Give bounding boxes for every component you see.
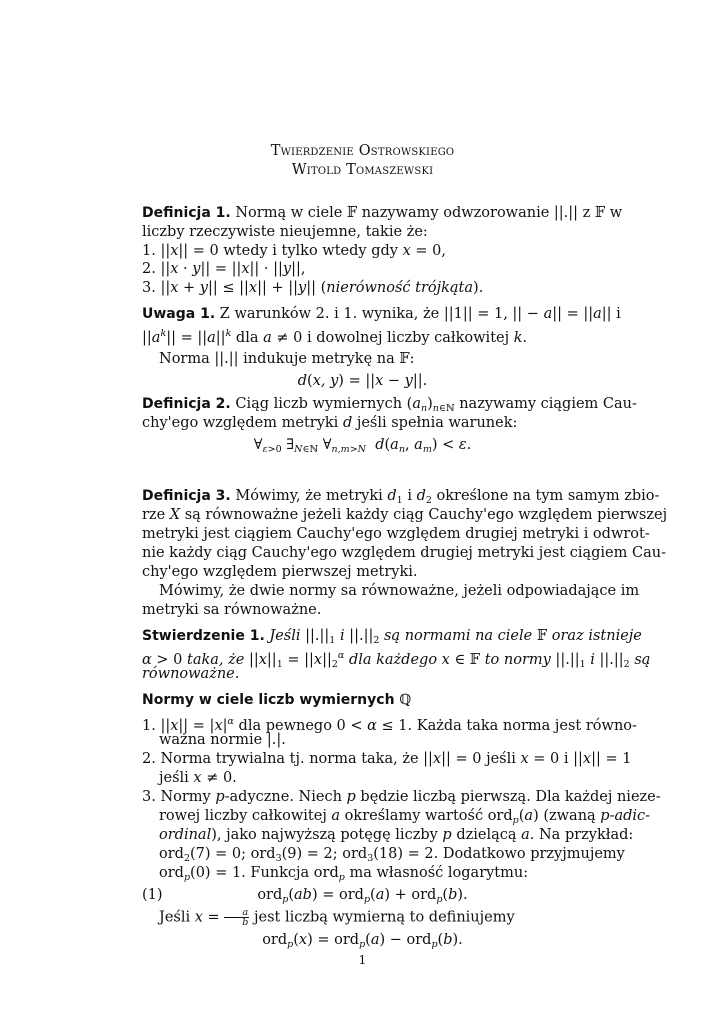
definition-2-line-1: Definicja 2. Ciąg liczb wymiernych $(a_n)_{n\in ℕ}$ nazywamy ciągiem Cau- — [142, 396, 637, 414]
log-property-formula: ord$_p$(ab) = ord$_p$(a) + ord$_p$(b). — [257, 887, 468, 905]
norms-item-3-line-4: ord$_2$(7) = 0; ord$_3$(9) = 2; ord$_3$(18) = 2. Dodatkowo przyjmujemy — [159, 846, 625, 864]
definition-1-condition-2: 2. ||x · y|| = ||x|| · ||y||, — [142, 261, 306, 277]
definition-1-line-1: Definicja 1. Normą w ciele 𝔽 nazywamy odwzorowanie ||.|| z 𝔽 w — [142, 205, 623, 221]
definition-1-condition-1: 1. ||x|| = 0 wtedy i tylko wtedy gdy x = 0, — [142, 243, 446, 259]
definition-3-line-4: nie każdy ciąg Cauchy'ego względem drugiej metryki jest ciągiem Cau- — [142, 545, 666, 561]
equation-number-1: (1) — [142, 887, 163, 903]
norms-item-3-line-2: rowej liczby całkowitej a określamy wartość ord$_p$(a) (zwaną p-adic- — [159, 808, 651, 826]
definition-3-line-3: metryki jest ciągiem Cauchy'ego względem drugiej metryki i odwrot- — [142, 526, 650, 542]
ord-rational-formula: ord$_p$(x) = ord$_p$(a) − ord$_p$(b). — [262, 932, 463, 950]
norms-item-2-line-2: jeśli x ≠ 0. — [159, 770, 237, 786]
norms-item-3-line-1: 3. Normy p-adyczne. Niech p będzie liczbą pierwszą. Dla każdej nieze- — [142, 789, 661, 805]
proposition-1-line-2: α > 0 taka, że $||x||_1 = ||x||_2^\alpha$ dla każdego x ∈ 𝔽 to normy $||.||_1$ i $||.||_2$ są — [142, 650, 651, 670]
definition-1-line-2: liczby rzeczywiste nieujemne, takie że: — [142, 224, 428, 240]
proposition-1-line-3: równoważne. — [142, 666, 240, 682]
definition-3-line-1: Definicja 3. Mówimy, że metryki $d_1$ i $d_2$ określone na tym samym zbio- — [142, 488, 660, 506]
paper-author: Witold Tomaszewski — [291, 162, 434, 178]
proposition-1-line-1: Stwierdzenie 1. Jeśli $||.||_1$ i $||.||_2$ są normami na ciele 𝔽 oraz istnieje — [142, 628, 642, 646]
section-heading-norms-q: Normy w ciele liczb wymiernych ℚ — [142, 692, 412, 708]
norms-item-1-line-2: ważna normie |.|. — [159, 732, 286, 748]
definition-3-line-7: metryki sa równoważne. — [142, 602, 322, 618]
norms-item-2-line-1: 2. Norma trywialna tj. norma taka, że ||x|| = 0 jeśli x = 0 i ||x|| = 1 — [142, 751, 632, 767]
definition-3-line-6: Mówimy, że dwie normy sa równoważne, jeżeli odpowiadające im — [159, 583, 640, 599]
norms-item-3-line-5: ord$_p$(0) = 1. Funkcja ord$_p$ ma własność logarytmu: — [159, 865, 529, 883]
definition-3-line-5: chy'ego względem pierwszej metryki. — [142, 564, 418, 580]
remark-1-line-1: Uwaga 1. Z warunków 2. i 1. wynika, że ||1|| = 1, || − a|| = ||a|| i — [142, 306, 621, 322]
paper-title: Twierdzenie Ostrowskiego — [270, 143, 455, 159]
definition-3-line-2: rze X są równoważne jeżeli każdy ciąg Cauchy'ego względem pierwszej — [142, 507, 668, 523]
metric-intro: Norma ||.|| indukuje metrykę na 𝔽: — [159, 351, 415, 367]
definition-2-line-2: chy'ego względem metryki d jeśli spełnia warunek: — [142, 415, 518, 431]
page-number: 1 — [358, 953, 367, 967]
definition-1-condition-3: 3. ||x + y|| ≤ ||x|| + ||y|| (nierówność trójkąta). — [142, 280, 484, 296]
cauchy-condition-formula: $\forall_{\varepsilon>0}$ $\exists_{N\in ℕ}$ $\forall_{n,m>N}$ $d(a_n$, $a_m) < \varepsilon$. — [253, 437, 472, 455]
norms-item-3-line-3: ordinal), jako najwyższą potęgę liczby p dzielącą a. Na przykład: — [159, 827, 634, 843]
rational-intro: Jeśli $x = \frac{a}{b}$ jest liczbą wymierną to definiujemy — [159, 907, 515, 928]
remark-1-line-2: $||a^k|| = ||a||^k$ dla a ≠ 0 i dowolnej liczby całkowitej k. — [142, 328, 528, 346]
metric-formula: d(x, y) = ||x − y||. — [297, 373, 428, 389]
norms-item-1-line-1: 1. $||x|| = |x|^\alpha$ dla pewnego 0 < α ≤ 1. Każda taka norma jest równo- — [142, 716, 637, 734]
